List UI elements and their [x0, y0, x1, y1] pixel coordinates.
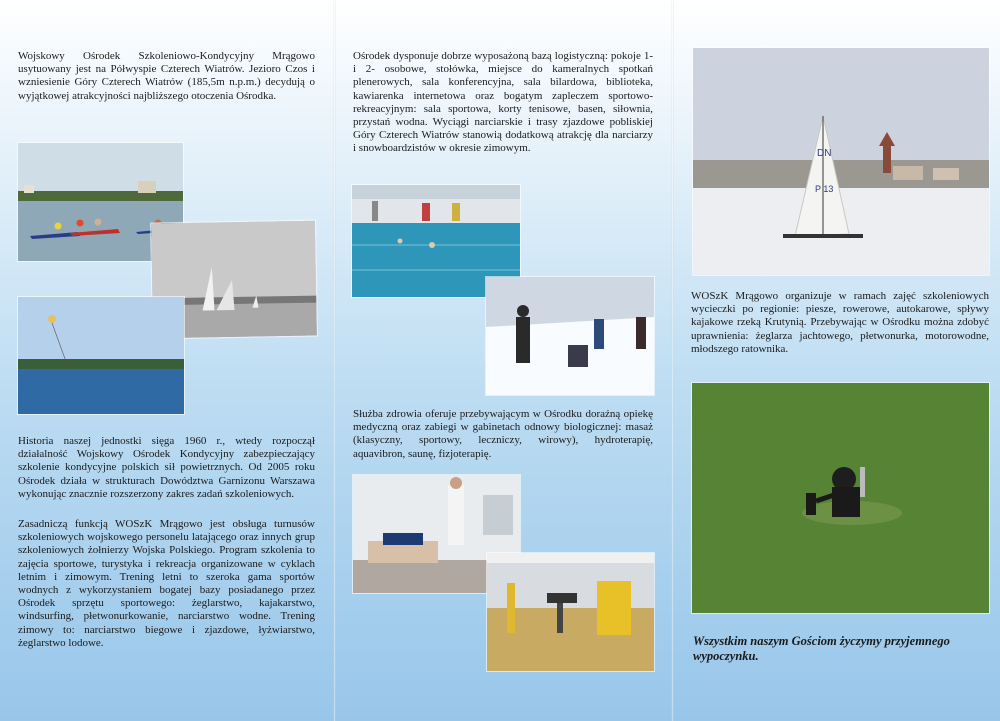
- panel-right: [673, 0, 1000, 721]
- intro-text: Wojskowy Ośrodek Szkoleniowo-Kondycyjny Mrągowo usytuowany jest na Półwyspie Czterech Wiatrów. Jezioro Czos i wzniesienie Góry Czterech Wiatrów (185,5m n.p.m.) decydują o wyjątkowej atrakcyjności najbliższego otoczenia Ośrodka.: [18, 50, 315, 102]
- gym-photo: [487, 553, 654, 671]
- facilities-text: Ośrodek dysponuje dobrze wyposażoną bazą logistyczną: pokoje 1- i 2- osobowe, stołówka, miejsce do kameralnych spotkań plenerowych, sala konferencyjna, sala bilardowa, biblioteka, kawiarenka internetowa oraz bogatym zapleczem sportowo-rekreacyjnym: sala sportowa, korty tenisowe, basen, siłownia, przystań wodna. Wyciągi narciarskie i trasy zjazdowe pobliskiej Góry Czterech Wiatrów stanowią dodatkową atrakcję dla narciarzy i snowboardzistów w okresie zimowym.: [353, 50, 653, 155]
- excursions-text: WOSzK Mrągowo organizuje w ramach zajęć szkoleniowych wycieczki po regionie: piesze, rowerowe, autokarowe, spływy kajakowe rzeką Krutynią. Przebywając w Ośrodku można zdobyć uprawnienia: żeglarza jachtowego, płetwonurka, motorowodne, młodszego ratownika.: [691, 290, 989, 355]
- panel-left: [0, 0, 333, 721]
- diver-photo: [692, 383, 989, 613]
- sail-mark-dn: DN: [817, 148, 832, 159]
- iceboat-photo: [693, 48, 989, 275]
- health-text: Służba zdrowia oferuje przebywającym w Ośrodku doraźną opiekę medyczną oraz zabiegi w gabinetach odnowy biologicznej: masaż (klasyczny, sportowy, leczniczy, wirowy), hydroterapię, aquavibron, saunę, fizjoterapię.: [353, 408, 653, 460]
- lake-parasail-photo: [18, 297, 184, 414]
- function-text: Zasadniczą funkcją WOSzK Mrągowo jest obsługa turnusów szkoleniowych wojskowego personelu latającego oraz innych grup szkoleniowych żołnierzy Wojska Polskiego. Program szkolenia to zajęcia sportowe, turystyka i rekreacja organizowane w cyklach letnim i zimowym. Trening letni to szeroka gama sportów wodnych z wykorzystaniem bogatej bazy posiadanego przez Ośrodek sprzętu sportowego: żeglarstwo, kajakarstwo, windsurfing, płetwonurkowanie, narciarstwo wodne. Trening zimowy to: narciarstwo biegowe i zjazdowe, łyżwiarstwo, żeglarstwo lodowe.: [18, 518, 315, 649]
- greeting-text: Wszystkim naszym Gościom życzymy przyjemnego wypoczynku.: [693, 634, 950, 663]
- panel-middle: [335, 0, 671, 721]
- history-text: Historia naszej jednostki sięga 1960 r., wtedy rozpoczął działalność Wojskowy Ośrodek Kondycyjny zabezpieczający szkolenie kondycyjne polskich sił powietrznych. Od 2005 roku Ośrodek działa w strukturach Dowództwa Garnizonu Warszawa wykonując znacznie rozszerzony zakres zadań szkoleniowych.: [18, 435, 315, 500]
- sail-mark-number: P 13: [815, 184, 834, 194]
- winter-ski-photo: [486, 277, 654, 395]
